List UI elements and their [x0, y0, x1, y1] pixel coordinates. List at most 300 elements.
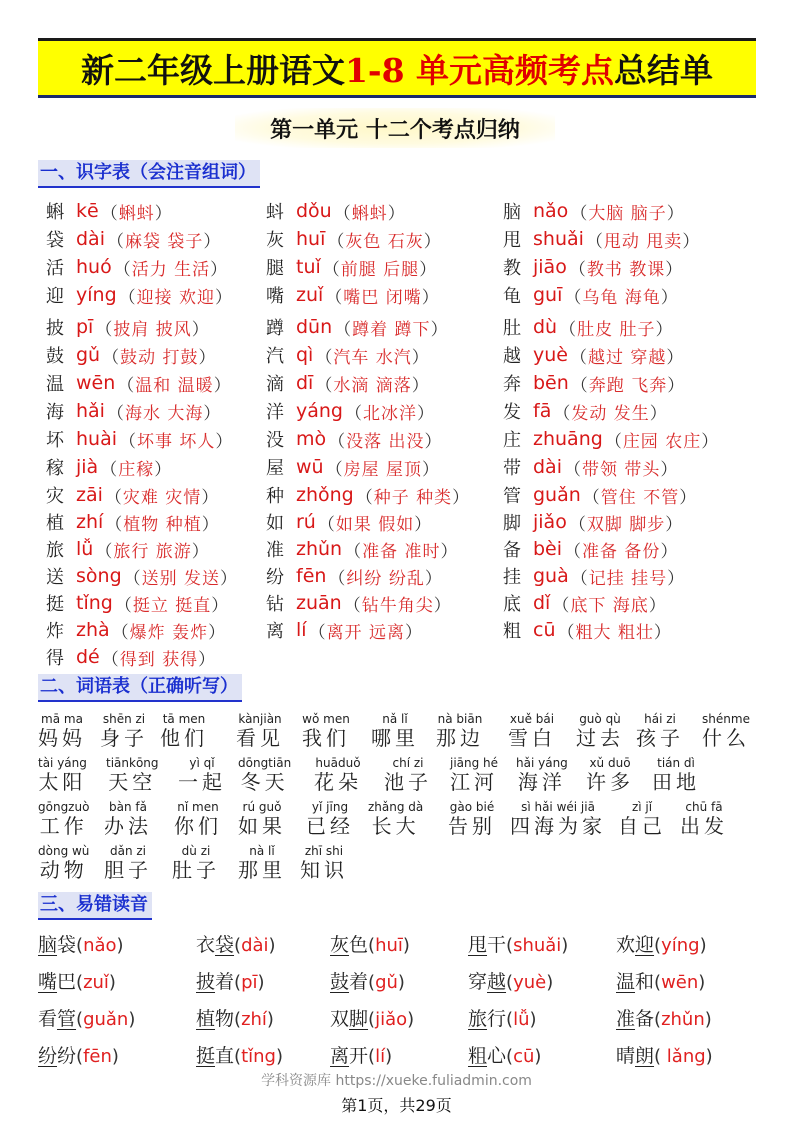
close-paren: ） — [424, 431, 443, 452]
character: 披 — [46, 318, 64, 339]
reading-item — [38, 930, 124, 957]
word-group: 带领 带头 — [581, 459, 661, 480]
close-paren: ) — [111, 1046, 119, 1067]
close-paren: ） — [660, 459, 679, 480]
vocab-item — [636, 712, 684, 750]
char-entry — [503, 482, 697, 508]
char-entry — [503, 509, 683, 535]
reading-pinyin: jiǎo — [375, 1009, 408, 1030]
open-paren: （ — [100, 459, 119, 480]
vocab-pinyin: tián dì — [657, 756, 695, 770]
vocab-item — [302, 712, 350, 750]
pinyin: yáng — [296, 400, 343, 422]
vocab-word: 海洋 — [517, 770, 566, 794]
reading-item — [196, 930, 276, 957]
close-paren: ） — [660, 541, 679, 562]
close-paren: ) — [268, 935, 276, 956]
reading-pinyin: lí — [375, 1046, 386, 1067]
close-paren: ） — [203, 403, 222, 424]
word-suffix: 着 — [349, 971, 369, 993]
vocab-item — [450, 756, 498, 794]
vocab-word: 过去 — [576, 726, 624, 750]
close-paren: ) — [402, 935, 410, 956]
word-group: 奔跑 飞奔 — [588, 375, 668, 396]
close-paren: ) — [397, 972, 405, 993]
open-paren: （ — [117, 375, 136, 396]
word-suffix: 着 — [215, 971, 235, 993]
vocab-item — [508, 712, 556, 750]
close-paren: ） — [682, 231, 701, 252]
open-paren: （ — [553, 403, 572, 424]
vocab-row — [38, 712, 778, 756]
reading-item — [330, 930, 410, 957]
close-paren: ) — [561, 935, 569, 956]
pinyin: kē — [76, 200, 99, 222]
open-paren: （ — [118, 287, 137, 308]
open-paren: （ — [568, 259, 587, 280]
vocab-word: 肚子 — [172, 858, 220, 882]
close-paren: ) — [128, 1009, 136, 1030]
char-entry — [266, 426, 443, 452]
character: 奔 — [503, 374, 521, 395]
open-paren: （ — [355, 487, 374, 508]
open-paren: （ — [327, 231, 346, 252]
pinyin: sòng — [76, 565, 122, 587]
vocab-word: 太阳 — [38, 770, 87, 794]
open-paren: （ — [111, 622, 130, 643]
character: 滴 — [266, 374, 284, 395]
char-entry — [266, 226, 442, 252]
char-entry — [503, 282, 679, 308]
close-paren: ） — [433, 595, 452, 616]
vocab-item — [314, 756, 362, 794]
close-paren: ） — [211, 595, 230, 616]
open-paren: （ — [564, 287, 583, 308]
open-paren: （ — [559, 319, 578, 340]
pinyin: zhǒng — [296, 484, 354, 506]
pinyin: pī — [76, 316, 94, 338]
vocab-item — [680, 800, 728, 838]
pinyin: nǎo — [533, 200, 569, 222]
reading-pinyin: huī — [375, 935, 403, 956]
char-entry — [503, 454, 678, 480]
reading-pinyin: dài — [241, 935, 269, 956]
char-entry — [503, 254, 683, 280]
char-entry — [46, 226, 221, 252]
char-entry — [46, 644, 216, 670]
open-paren: ( — [76, 935, 84, 956]
close-paren: ) — [529, 1009, 537, 1030]
vocab-pinyin: huāduǒ — [315, 756, 361, 770]
character: 挂 — [503, 567, 521, 588]
reading-pinyin: pī — [241, 972, 258, 993]
word-suffix: 物 — [215, 1008, 235, 1030]
pinyin: rú — [296, 511, 316, 533]
vocab-pinyin: bàn fǎ — [109, 800, 147, 814]
vocab-pinyin: dōngtiān — [238, 756, 292, 770]
word-group: 坏事 坏人 — [137, 431, 216, 452]
word-group: 水滴 滴落 — [333, 375, 412, 396]
reading-pinyin: shuǎi — [513, 935, 562, 956]
character: 洋 — [266, 402, 284, 423]
reading-item — [468, 1041, 541, 1068]
open-paren: ( — [654, 1009, 662, 1030]
close-paren: ） — [440, 541, 459, 562]
reading-pinyin: lǚ — [513, 1009, 530, 1030]
char-entry — [266, 590, 452, 616]
word-suffix: 袋 — [57, 934, 77, 956]
character: 腿 — [266, 258, 284, 279]
close-paren: ） — [203, 231, 222, 252]
word-suffix: 纷 — [57, 1045, 77, 1067]
vocab-pinyin: zhī shi — [304, 844, 344, 858]
vocab-item — [702, 712, 750, 750]
vocab-word: 长大 — [371, 814, 420, 838]
char-entry — [46, 617, 226, 643]
vocab-word: 哪里 — [371, 726, 419, 750]
reading-item — [616, 1041, 713, 1068]
word-group: 迎接 欢迎 — [136, 287, 216, 308]
reading-pinyin: wēn — [661, 972, 699, 993]
char-entry — [46, 282, 233, 308]
pinyin: fēn — [296, 565, 327, 587]
close-paren: ） — [452, 487, 471, 508]
word-group: 记挂 挂号 — [588, 568, 668, 589]
word-group: 粗大 粗壮 — [575, 622, 654, 643]
pinyin: shuǎi — [533, 228, 584, 250]
close-paren: ) — [266, 1009, 274, 1030]
vocab-item — [238, 844, 286, 882]
word-group: 教书 教课 — [586, 259, 666, 280]
character: 海 — [46, 402, 64, 423]
reading-pinyin: yuè — [513, 972, 547, 993]
char-entry — [46, 426, 233, 452]
open-paren: （ — [557, 622, 576, 643]
open-paren: （ — [113, 259, 132, 280]
character: 蚪 — [266, 202, 284, 223]
close-paren: ） — [411, 347, 430, 368]
character: 没 — [266, 430, 284, 451]
open-paren: ( — [368, 1046, 376, 1067]
underlined-char: 旅 — [468, 1008, 488, 1030]
vocab-item — [38, 844, 89, 882]
vocab-pinyin: tiānkōng — [106, 756, 159, 770]
close-paren: ) — [275, 1046, 283, 1067]
close-paren: ） — [404, 622, 423, 643]
vocab-pinyin: yì qǐ — [189, 756, 215, 770]
reading-item — [38, 1004, 135, 1031]
pinyin: yuè — [533, 344, 568, 366]
pinyin: zhuāng — [533, 428, 603, 450]
vocab-word: 一起 — [178, 770, 226, 794]
pinyin: yíng — [76, 284, 117, 306]
word-group: 甩动 甩卖 — [603, 231, 683, 252]
underlined-char: 粗 — [468, 1045, 488, 1067]
title-text-highlight: 1-8 单元高频考点 — [344, 50, 615, 90]
vocab-word: 什么 — [702, 726, 750, 750]
pinyin: jiāo — [533, 256, 567, 278]
word-group: 温和 温暖 — [135, 375, 214, 396]
character: 发 — [503, 402, 521, 423]
character: 脚 — [503, 513, 521, 534]
vocab-item — [106, 756, 159, 794]
open-paren: （ — [106, 403, 125, 424]
char-entry — [503, 536, 678, 562]
close-paren: ） — [649, 403, 668, 424]
open-paren: （ — [317, 514, 336, 535]
vocab-pinyin: rú guǒ — [242, 800, 282, 814]
word-group: 灾难 灾情 — [122, 487, 202, 508]
word-group: 北冰洋 — [363, 403, 417, 424]
word-group: 底下 海底 — [570, 595, 649, 616]
open-paren: （ — [333, 203, 352, 224]
vocab-item — [174, 800, 222, 838]
char-entry — [46, 398, 221, 424]
open-paren: （ — [315, 347, 334, 368]
word-group: 大脑 脑子 — [588, 203, 667, 224]
vocab-pinyin: gōngzuò — [38, 800, 90, 814]
word-group: 灰色 石灰 — [345, 231, 424, 252]
open-paren: （ — [95, 319, 114, 340]
character: 植 — [46, 513, 64, 534]
char-entry — [503, 370, 685, 396]
reading-pinyin: tǐng — [241, 1046, 276, 1067]
vocab-word: 自己 — [618, 814, 666, 838]
character: 灰 — [266, 230, 284, 251]
word-group: 准备 备份 — [582, 541, 661, 562]
underlined-char: 鼓 — [330, 971, 350, 993]
vocab-item — [306, 800, 354, 838]
character: 龟 — [503, 286, 521, 307]
reading-item — [616, 1004, 712, 1031]
vocab-pinyin: dòng wù — [38, 844, 90, 858]
word-group: 越过 穿越 — [587, 347, 667, 368]
word-group: 海水 大海 — [124, 403, 204, 424]
pinyin: wū — [296, 456, 324, 478]
pinyin: dī — [296, 372, 314, 394]
character: 越 — [503, 346, 521, 367]
close-paren: ） — [154, 203, 173, 224]
pinyin: huài — [76, 428, 118, 450]
pinyin: zāi — [76, 484, 103, 506]
vocab-word: 你们 — [174, 814, 222, 838]
pinyin: dé — [76, 646, 100, 668]
character: 灾 — [46, 486, 64, 507]
word-group: 爆炸 轰炸 — [129, 622, 209, 643]
vocab-item — [448, 800, 496, 838]
watermark: 学科资源库 https://xueke.fuliadmin.com — [261, 1073, 532, 1089]
open-paren: （ — [568, 514, 587, 535]
vocab-pinyin: mā ma — [41, 712, 83, 726]
pinyin: guī — [533, 284, 563, 306]
close-paren: ) — [407, 1009, 415, 1030]
underlined-char: 挺 — [196, 1045, 216, 1067]
vocab-word: 告别 — [448, 814, 496, 838]
vocab-item — [652, 756, 700, 794]
char-entry — [266, 342, 430, 368]
character: 炸 — [46, 621, 64, 642]
underlined-char: 朗 — [635, 1045, 655, 1067]
word-suffix: 开 — [349, 1045, 369, 1067]
open-paren: （ — [315, 375, 334, 396]
underlined-char: 披 — [196, 971, 216, 993]
open-paren: （ — [585, 231, 604, 252]
vocab-item — [576, 712, 624, 750]
char-entry — [266, 482, 470, 508]
character: 送 — [46, 567, 64, 588]
reading-item — [38, 967, 116, 994]
close-paren: ） — [666, 203, 685, 224]
vocab-pinyin: wǒ men — [302, 712, 350, 726]
character: 温 — [46, 374, 64, 395]
word-group: 嘴巴 闭嘴 — [343, 287, 422, 308]
pinyin: lǚ — [76, 538, 94, 560]
word-group: 房屋 屋顶 — [343, 459, 422, 480]
open-paren: （ — [570, 568, 589, 589]
character: 脑 — [503, 202, 521, 223]
pinyin: dūn — [296, 316, 333, 338]
vocab-item — [38, 712, 86, 750]
open-paren: （ — [328, 431, 347, 452]
pinyin: gǔ — [76, 344, 101, 366]
word-prefix: 欢 — [616, 934, 636, 956]
open-paren: ( — [234, 1046, 242, 1067]
close-paren: ） — [422, 459, 440, 480]
char-entry — [503, 226, 700, 252]
character: 嘴 — [266, 286, 284, 307]
vocab-word: 天空 — [108, 770, 157, 794]
char-entry — [503, 314, 674, 340]
vocab-pinyin: guò qù — [579, 712, 621, 726]
char-entry — [46, 454, 172, 480]
vocab-item — [436, 712, 484, 750]
character: 肚 — [503, 318, 521, 339]
close-paren: ） — [679, 487, 698, 508]
pinyin: hǎi — [76, 400, 105, 422]
vocab-item — [160, 712, 208, 750]
open-paren: ( — [76, 1009, 84, 1030]
pinyin: dài — [533, 456, 562, 478]
character: 坏 — [46, 430, 64, 451]
vocab-row — [38, 800, 778, 844]
character: 底 — [503, 594, 521, 615]
character: 庄 — [503, 430, 521, 451]
close-paren: ） — [419, 259, 438, 280]
vocab-word: 花朵 — [314, 770, 362, 794]
word-prefix: 衣 — [196, 934, 216, 956]
char-entry — [266, 617, 423, 643]
pinyin: tuǐ — [296, 256, 321, 278]
close-paren: ） — [215, 287, 234, 308]
vocab-pinyin: chū fā — [685, 800, 723, 814]
open-paren: ( — [234, 935, 242, 956]
vocab-pinyin: shénme — [702, 712, 750, 726]
char-entry — [266, 563, 443, 589]
character: 迎 — [46, 286, 64, 307]
vocab-row — [38, 756, 778, 800]
open-paren: ( — [368, 1009, 376, 1030]
vocab-word: 我们 — [302, 726, 350, 750]
vocab-word: 已经 — [306, 814, 354, 838]
reading-pinyin: zhǔn — [661, 1009, 705, 1030]
vocab-item — [236, 712, 284, 750]
open-paren: ( — [506, 972, 514, 993]
word-group: 种子 种类 — [373, 487, 453, 508]
vocab-word: 看见 — [236, 726, 284, 750]
word-prefix: 晴 — [616, 1045, 636, 1067]
vocab-word: 许多 — [586, 770, 634, 794]
reading-item — [196, 1004, 274, 1031]
vocab-word: 池子 — [384, 770, 432, 794]
word-group: 蝌蚪 — [118, 203, 155, 224]
character: 活 — [46, 258, 64, 279]
vocab-word: 妈妈 — [38, 726, 86, 750]
vocab-pinyin: xuě bái — [509, 712, 555, 726]
open-paren: ( — [76, 1046, 84, 1067]
char-entry — [46, 370, 232, 396]
open-paren: （ — [104, 487, 123, 508]
vocab-word: 身子 — [100, 726, 148, 750]
reading-item — [468, 967, 553, 994]
open-paren: （ — [570, 203, 589, 224]
vocab-pinyin: gào bié — [449, 800, 495, 814]
open-paren: （ — [123, 568, 142, 589]
open-paren: （ — [552, 595, 571, 616]
vocab-pinyin: nà biān — [437, 712, 483, 726]
open-paren: （ — [344, 541, 363, 562]
close-paren: ） — [423, 231, 442, 252]
pinyin: dǒu — [296, 200, 332, 222]
close-paren: ） — [191, 319, 210, 340]
vocab-item — [371, 712, 419, 750]
reading-pinyin: guǎn — [83, 1009, 129, 1030]
vocab-word: 动物 — [39, 858, 88, 882]
vocab-pinyin: shēn zi — [102, 712, 146, 726]
vocab-item — [172, 844, 220, 882]
vocab-pinyin: xǔ duō — [589, 756, 631, 770]
word-suffix: 干 — [487, 934, 507, 956]
pinyin: fā — [533, 400, 552, 422]
word-group: 麻袋 袋子 — [124, 231, 204, 252]
character: 准 — [266, 540, 284, 561]
word-group: 管住 不管 — [600, 487, 680, 508]
close-paren: ) — [534, 1046, 542, 1067]
character: 旅 — [46, 540, 64, 561]
close-paren: ） — [198, 347, 217, 368]
vocab-word: 他们 — [160, 726, 208, 750]
word-group: 前腿 后腿 — [340, 259, 420, 280]
word-prefix: 看 — [38, 1008, 58, 1030]
pinyin: jiǎo — [533, 511, 567, 533]
reading-pinyin: gǔ — [375, 972, 398, 993]
word-group: 钻牛角尖 — [361, 595, 434, 616]
vocab-item — [238, 800, 286, 838]
reading-item — [196, 967, 265, 994]
word-group: 纠纷 纷乱 — [346, 568, 425, 589]
word-group: 准备 准时 — [362, 541, 441, 562]
vocab-item — [368, 800, 423, 838]
pinyin: lí — [296, 619, 307, 641]
word-group: 披肩 披风 — [113, 319, 192, 340]
vocab-pinyin: yǐ jīng — [311, 800, 349, 814]
close-paren: ） — [424, 568, 443, 589]
close-paren: ） — [665, 259, 684, 280]
close-paren: ） — [154, 459, 173, 480]
title-text-part-1: 新二年级上册语文 — [80, 50, 345, 90]
character: 教 — [503, 258, 521, 279]
reading-pinyin: zhí — [241, 1009, 267, 1030]
vocab-item — [178, 756, 226, 794]
